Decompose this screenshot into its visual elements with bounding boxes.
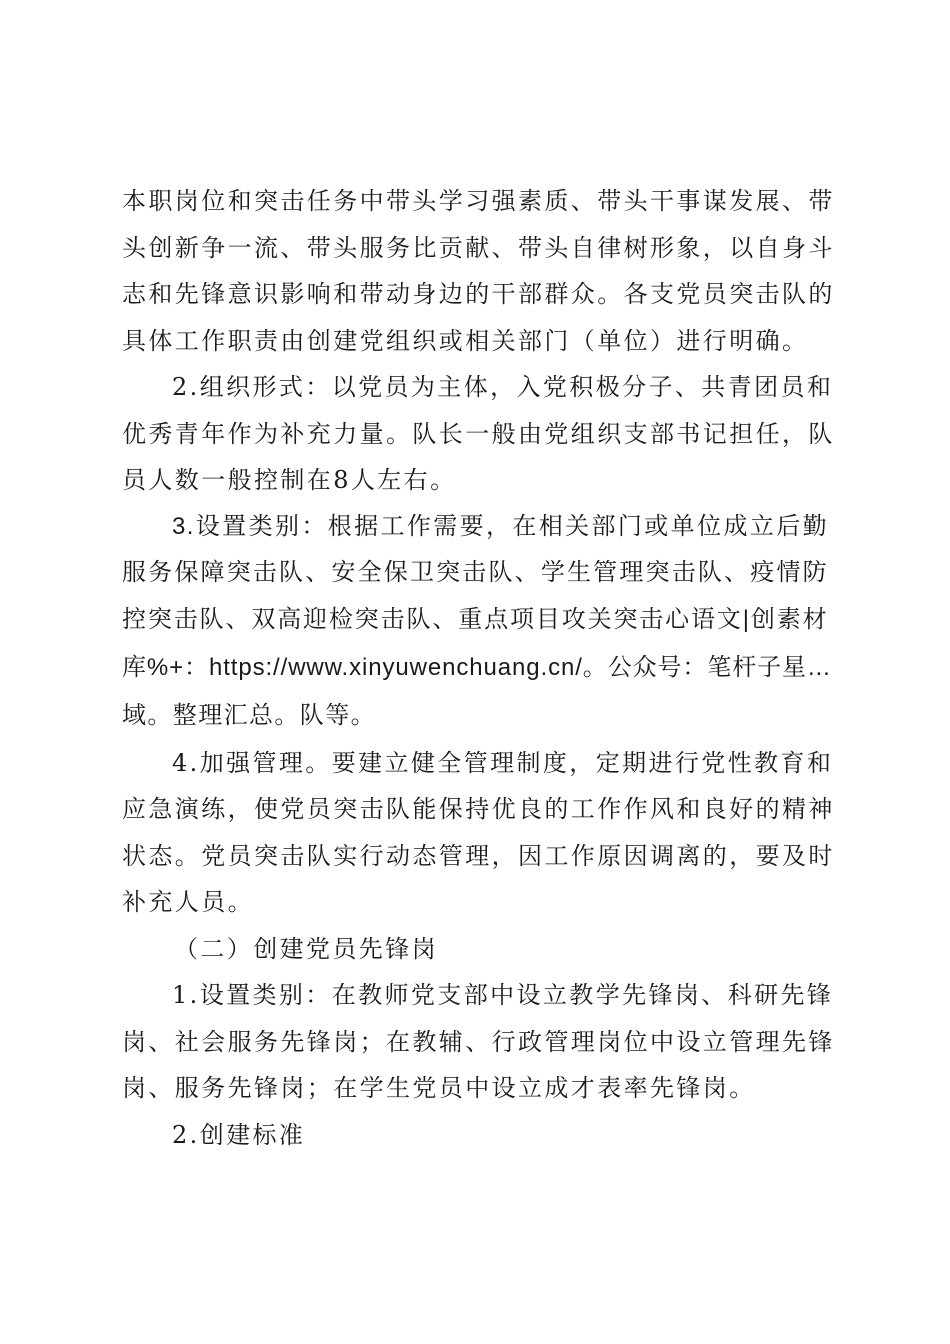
paragraph-line: 服务保障突击队、安全保卫突击队、学生管理突击队、疫情防 [122,559,828,586]
subsection-heading: 2.创建标准 [172,1120,306,1149]
paragraph-line: 1.设置类别：在教师党支部中设立教学先锋岗、科研先锋 [172,981,834,1009]
paragraph-line: 优秀青年作为补充力量。队长一般由党组织支部书记担任，队 [122,419,835,448]
paragraph-line: 补充人员。 [122,888,254,916]
paragraph-line: 本职岗位和突击任务中带头学习强素质、带头干事谋发展、带 [122,187,835,215]
paragraph-line: 域。整理汇总。队等。 [122,702,376,729]
paragraph-line: 具体工作职责由创建党组织或相关部门（单位）进行明确。 [122,326,809,355]
paragraph-line: 员人数一般控制在8人左右。 [122,466,457,494]
paragraph-line: 应急演练，使党员突击队能保持优良的工作作风和良好的精神 [122,795,835,823]
paragraph-line: 控突击队、双高迎检突击队、重点项目攻关突击心语文|创素材 [122,605,828,633]
paragraph-line: 库%+：https://www.xinyuwenchuang.cn/。公众号：笔杆子星… [122,654,832,681]
section-heading: （二）创建党员先锋岗 [174,934,438,963]
paragraph-line: 岗、服务先锋岗；在学生党员中设立成才表率先锋岗。 [122,1074,756,1102]
paragraph-line: 志和先锋意识影响和带动身边的干部群众。各支党员突击队的 [122,280,835,308]
paragraph-line: 3.设置类别：根据工作需要，在相关部门或单位成立后勤 [172,512,828,540]
paragraph-line: 岗、社会服务先锋岗；在教辅、行政管理岗位中设立管理先锋 [122,1027,835,1056]
paragraph-line: 状态。党员突击队实行动态管理，因工作原因调离的，要及时 [122,841,835,870]
paragraph-line: 2.组织形式：以党员为主体，入党积极分子、共青团员和 [172,373,834,401]
paragraph-line: 4.加强管理。要建立健全管理制度，定期进行党性教育和 [172,748,834,777]
paragraph-line: 头创新争一流、带头服务比贡献、带头自律树形象，以自身斗 [122,233,835,262]
document-body [122,178,835,1158]
